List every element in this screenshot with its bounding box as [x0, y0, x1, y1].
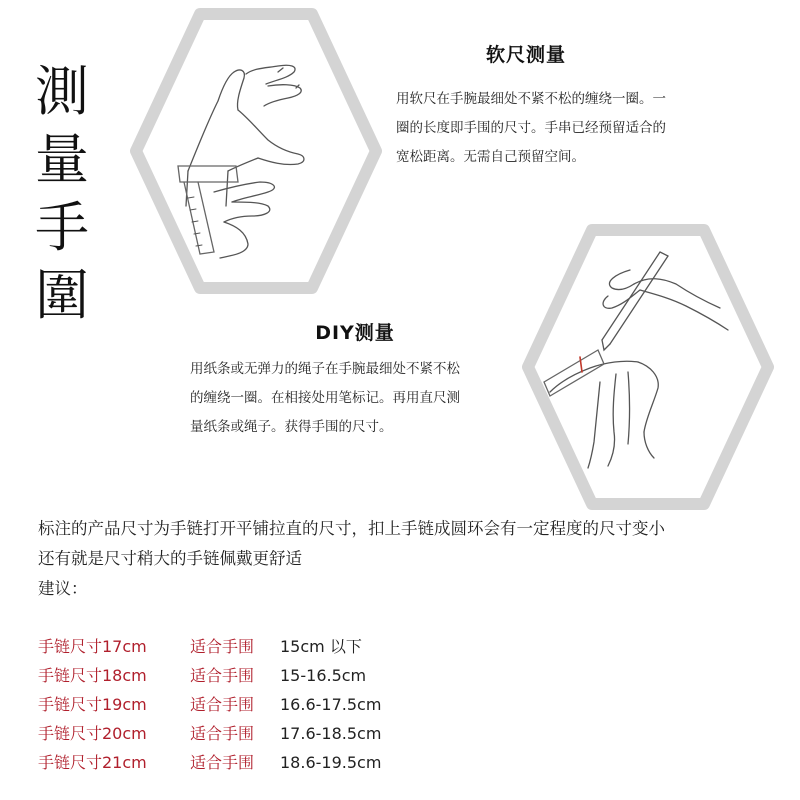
hand-paper-strip-illustration [520, 222, 776, 512]
size-row [38, 661, 538, 690]
wrist-range: 16.6-17.5cm [280, 695, 382, 714]
size-row [38, 690, 538, 719]
text-line: 用软尺在手腕最细处不紧不松的缠绕一圈。一 [396, 91, 666, 107]
title-char: 測 [35, 60, 89, 123]
fit-label: 适合手围 [190, 695, 255, 714]
wrist-range: 18.6-19.5cm [280, 753, 382, 772]
text-line: 宽松距离。无需自己预留空间。 [396, 149, 585, 165]
fit-label: 适合手围 [190, 666, 255, 685]
diy-title: DIY测量 [315, 322, 395, 344]
text-line: 的缠绕一圈。在相接处用笔标记。再用直尺测 [190, 390, 460, 406]
wrist-range: 17.6-18.5cm [280, 724, 382, 743]
soft-ruler-description [396, 85, 726, 172]
text-line: 圈的长度即手围的尺寸。手串已经预留适合的 [396, 120, 666, 136]
diy-description [190, 355, 520, 442]
vertical-title [30, 58, 94, 330]
note-line: 还有就是尺寸稍大的手链佩戴更舒适 [38, 549, 302, 568]
title-char: 量 [35, 128, 89, 191]
fit-label: 适合手围 [190, 637, 255, 656]
bracelet-size: 手链尺寸21cm [38, 753, 147, 772]
bracelet-size: 手链尺寸17cm [38, 637, 147, 656]
fit-label: 适合手围 [190, 753, 255, 772]
title-char: 圍 [35, 264, 89, 327]
size-row [38, 719, 538, 748]
text-line: 量纸条或绳子。获得手围的尺寸。 [190, 419, 393, 435]
fit-label: 适合手围 [190, 724, 255, 743]
note-line: 建议： [38, 579, 88, 598]
bracelet-size: 手链尺寸18cm [38, 666, 147, 685]
diy-section [190, 318, 520, 442]
wrist-range: 15-16.5cm [280, 666, 367, 685]
size-row [38, 748, 538, 777]
note-line: 标注的产品尺寸为手链打开平铺拉直的尺寸，扣上手链成圆环会有一定程度的尺寸变小 [38, 519, 665, 538]
text-line: 用纸条或无弹力的绳子在手腕最细处不紧不松 [190, 361, 460, 377]
hand-soft-ruler-illustration [128, 6, 384, 296]
soft-ruler-title: 软尺测量 [485, 44, 566, 66]
bracelet-size: 手链尺寸19cm [38, 695, 147, 714]
size-chart [38, 632, 538, 777]
notes-section [38, 514, 778, 604]
bracelet-size: 手链尺寸20cm [38, 724, 147, 743]
soft-ruler-section [396, 40, 726, 172]
title-char: 手 [35, 196, 89, 259]
size-row [38, 632, 538, 661]
wrist-range: 15cm 以下 [280, 637, 362, 656]
